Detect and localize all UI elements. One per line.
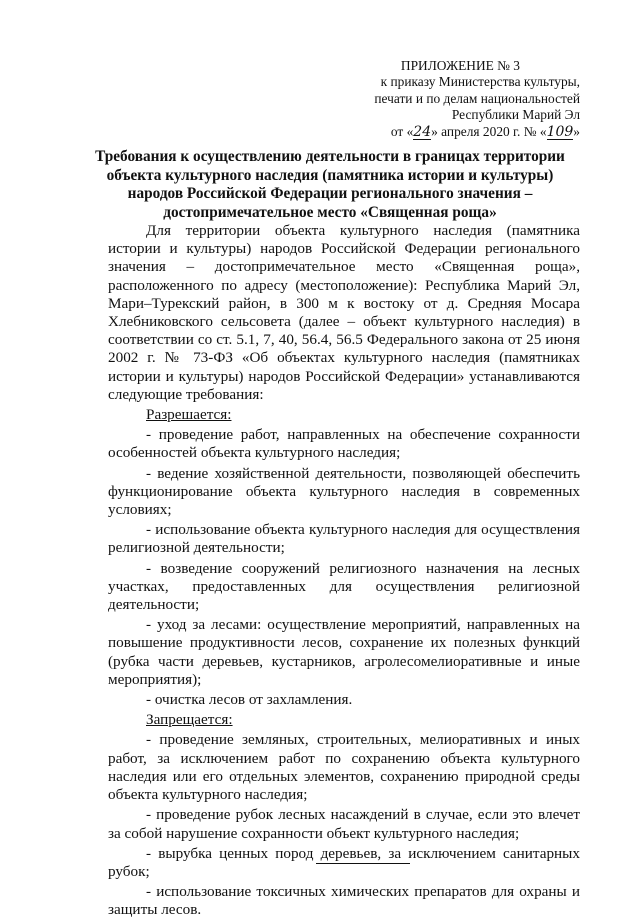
allowed-item: - возведение сооружений религиозного назначения на лесных участках, предоставленных для осуществления религиозной деятельности; xyxy=(108,559,580,614)
allowed-item: - очистка лесов от захламления. xyxy=(146,691,353,709)
title-line-2: объекта культурного наследия (памятника истории и культуры) xyxy=(106,166,554,184)
allowed-heading: Разрешается: xyxy=(146,406,232,424)
closing-rule xyxy=(316,863,410,864)
forbidden-item: - проведение земляных, строительных, мелиоративных и иных работ, за исключением работ по сохранению объекта культурного наследия или его отдельных элементов, сохранению природной среды объекта культурного наследия; xyxy=(108,731,580,804)
forbidden-item: - проведение рубок лесных насаждений в случае, если это влечет за собой нарушение сохранности объект культурного наследия; xyxy=(108,806,580,842)
forbidden-item: - использование токсичных химических препаратов для охраны и защиты лесов. xyxy=(108,883,580,919)
allowed-item: - уход за лесами: осуществление мероприятий, направленных на повышение продуктивности лесов, сохранение их полезных функций (рубка части деревьев, кустарников, агролесомелиоративные и иные мероприятия); xyxy=(108,616,580,688)
allowed-item: - проведение работ, направленных на обеспечение сохранности особенностей объекта культурного наследия; xyxy=(108,426,580,462)
appendix-date-line xyxy=(300,124,580,140)
title-line-4: достопримечательное место «Священная роща» xyxy=(163,203,497,221)
handwritten-order-number: 109 xyxy=(546,123,574,140)
intro-paragraph: Для территории объекта культурного наследия (памятника истории и культуры) народов Российской Федерации регионального значения – достопримечательное место «Священная роща», расположенного по адресу (местоположение): Республика Марий Эл, Мари–Турекский район, в 300 м к востоку от д. Средняя Мосара Хлебниковского сельсовета (далее – объект культурного наследия) в соответствии со ст. 5.1, 7, 40, 56.4, 56.5 Федерального закона от 25 июня 2002 г. № 73-ФЗ «Об объектах культурного наследия (памятниках истории и культуры) народов Российской Федерации» устанавливаются следующие требования: xyxy=(108,222,580,403)
allowed-item: - использование объекта культурного наследия для осуществления религиозной деятельности; xyxy=(108,521,580,557)
appendix-header xyxy=(300,58,580,140)
date-prefix: от « xyxy=(390,123,414,139)
date-suffix: » xyxy=(573,123,580,139)
document-body xyxy=(108,222,580,922)
allowed-item: - ведение хозяйственной деятельности, позволяющей обеспечить функционирование объекта культурного наследия в современных условиях; xyxy=(108,464,580,519)
appendix-line-1: к приказу Министерства культуры, xyxy=(380,74,580,90)
handwritten-day: 24 xyxy=(413,123,432,140)
appendix-line-2: печати и по делам национальностей xyxy=(374,90,580,106)
forbidden-heading: Запрещается: xyxy=(146,711,233,729)
document-title xyxy=(80,148,580,222)
title-line-3: народов Российской Федерации регионального значения – xyxy=(127,185,533,203)
appendix-line-3: Республики Марий Эл xyxy=(451,107,580,123)
date-middle: » апреля 2020 г. № « xyxy=(431,123,547,139)
title-line-1: Требования к осуществлению деятельности в границах территории xyxy=(95,148,565,165)
appendix-title: ПРИЛОЖЕНИЕ № 3 xyxy=(400,58,520,73)
forbidden-item: - вырубка ценных пород деревьев, за исключением санитарных рубок; xyxy=(108,844,580,880)
